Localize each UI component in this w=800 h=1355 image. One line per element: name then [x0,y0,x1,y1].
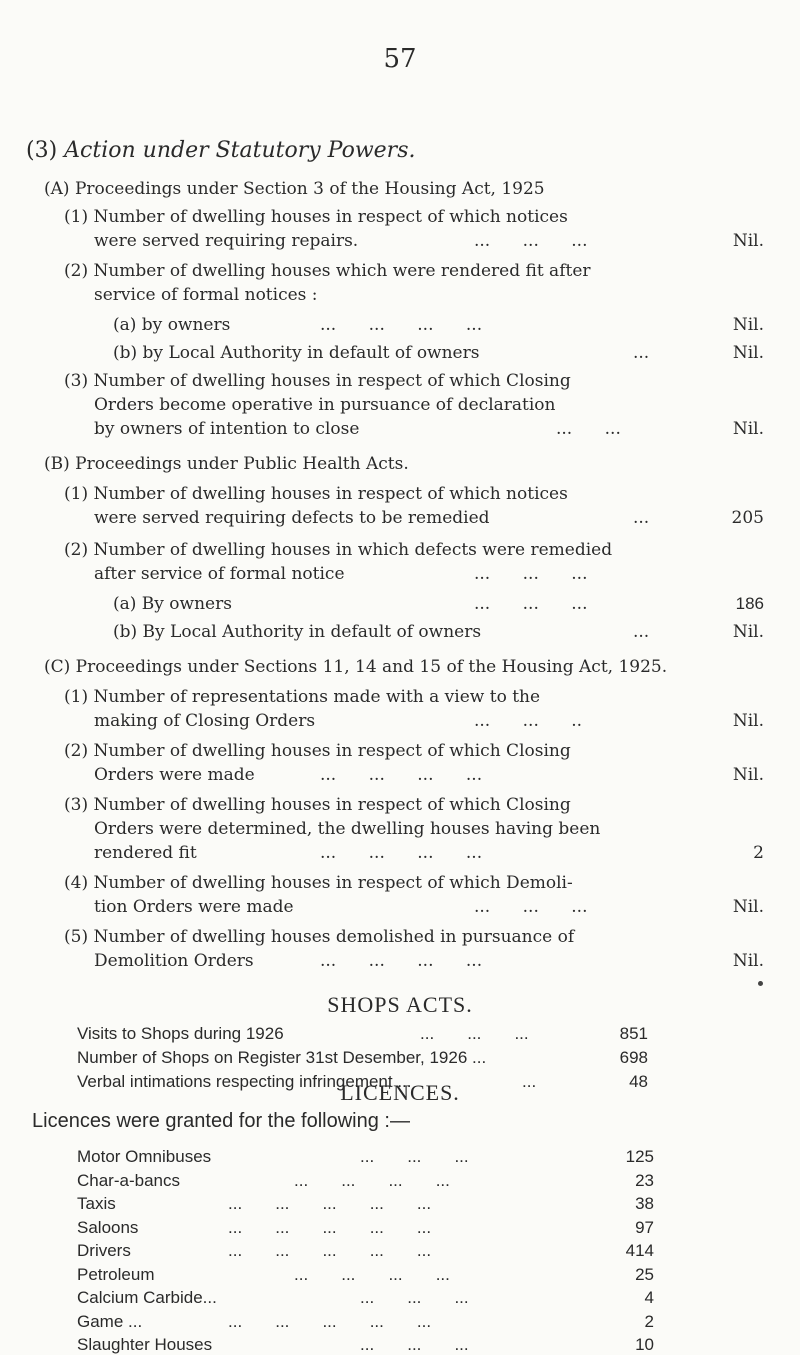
leader-dots: ... ... ... ... ... [228,1217,432,1237]
shops-value: 698 [619,1048,648,1067]
licence-row: Game ... [77,1311,143,1331]
c3-line3: rendered fit [94,843,197,863]
leader-dots: ... [633,622,650,642]
b2a-value: 186 [735,594,764,613]
leader-dots: ... ... ... ... ... [228,1311,432,1331]
leader-dots: ... [633,343,650,363]
c5-value: Nil. [732,951,764,971]
leader-dots: ... ... ... [474,564,588,584]
licence-value: 414 [625,1241,654,1260]
leader-dots: ... ... ... ... [294,1170,450,1190]
leader-dots: ... ... ... [420,1024,529,1043]
licences-heading: LICENCES. [340,1080,460,1105]
leader-dots: ... ... ... ... [320,315,483,335]
leader-dots: ... [522,1072,537,1091]
leader-dots: ... ... ... ... ... [228,1194,432,1213]
a3-line3: by owners of intention to close [94,419,360,439]
heading-c: (C) Proceedings under Sections 11, 14 and 15 of the Housing Act, 1925. [44,657,668,677]
leader-dots: ... ... ... ... [320,843,483,863]
licence-value: 23 [635,1170,654,1190]
c1-line1: (1) Number of representations made with a view to the [64,687,541,707]
heading-a: (A) Proceedings under Section 3 of the Housing Act, 1925 [44,179,545,199]
licence-row: Char-a-bancs [77,1170,180,1190]
c4-line1: (4) Number of dwelling houses in respect of which Demoli- [64,873,573,893]
b2b-value: Nil. [732,622,764,642]
shops-row: Visits to Shops during 1926 [77,1024,284,1043]
c1-line2: making of Closing Orders [94,711,316,731]
a2-line1: (2) Number of dwelling houses which were rendered fit after [64,261,591,281]
a1-line2: were served requiring repairs. [94,231,359,251]
licence-value: 125 [625,1147,654,1166]
a3-line1: (3) Number of dwelling houses in respect of which Closing [64,371,571,391]
c4-line2: tion Orders were made [94,897,294,917]
c3-value: 2 [753,843,764,863]
section-number: (3) [26,138,58,163]
licence-row: Petroleum [77,1264,155,1284]
b1-value: 205 [731,508,764,528]
licence-value: 97 [635,1217,654,1237]
section-title-text: Action under Statutory Powers. [64,138,416,163]
licence-value: 10 [635,1335,654,1354]
c4-value: Nil. [732,897,764,917]
licence-value: 2 [644,1311,654,1331]
c5-line2: Demolition Orders [94,951,254,971]
leader-dots: ... ... ... [360,1335,469,1354]
licence-row: Taxis [77,1194,116,1213]
a3-line2: Orders become operative in pursuance of declaration [94,395,556,415]
leader-dots: ... ... .. [474,711,583,731]
b2b-label: (b) By Local Authority in default of owners [113,622,482,642]
a2-line2: service of formal notices : [94,285,318,305]
licence-row: Slaughter Houses [77,1335,213,1354]
leader-dots: ... ... ... ... [294,1264,450,1284]
section-title [26,138,415,163]
licence-value: 38 [635,1194,654,1213]
c2-line1: (2) Number of dwelling houses in respect of which Closing [64,741,571,761]
licence-row: Saloons [77,1217,139,1237]
leader-dots: ... ... ... [360,1288,469,1307]
shops-row: Number of Shops on Register 31st Desember, 1926 ... [77,1048,487,1067]
a1-value: Nil. [732,231,764,251]
b1-line1: (1) Number of dwelling houses in respect of which notices [64,484,568,504]
leader-dots: ... ... ... ... [320,951,483,971]
c1-value: Nil. [732,711,764,731]
c3-line2: Orders were determined, the dwelling houses having been [94,819,601,839]
licence-row: Calcium Carbide... [77,1288,217,1307]
a2b-value: Nil. [732,343,764,363]
c3-line1: (3) Number of dwelling houses in respect of which Closing [64,795,571,815]
leader-dots: ... ... ... [474,897,588,917]
c2-value: Nil. [732,765,764,785]
shops-value: 851 [619,1024,648,1043]
licence-row: Motor Omnibuses [77,1147,212,1166]
b2a-label: (a) By owners [113,594,232,614]
licence-value: 25 [635,1264,654,1284]
shops-heading: SHOPS ACTS. [327,992,473,1017]
b1-line2: were served requiring defects to be remedied [94,508,490,528]
c5-line1: (5) Number of dwelling houses demolished in pursuance of [64,927,575,947]
b2-line1: (2) Number of dwelling houses in which defects were remedied [64,540,613,560]
leader-dots: ... ... ... ... [320,765,483,785]
b2-line2: after service of formal notice [94,564,345,584]
licences-intro: Licences were granted for the following :— [32,1110,410,1132]
shops-row: Verbal intimations respecting infringement ... [77,1072,412,1091]
leader-dots: ... ... ... ... ... [228,1241,432,1260]
heading-b: (B) Proceedings under Public Health Acts. [44,454,409,474]
licence-row: Drivers [77,1241,131,1260]
leader-dots: ... ... [556,419,621,439]
a2a-label: (a) by owners [113,315,231,335]
a3-value: Nil. [732,419,764,439]
c2-line2: Orders were made [94,765,255,785]
leader-dots: ... ... ... [474,594,588,614]
a2a-value: Nil. [732,315,764,335]
ink-dot [758,981,763,986]
a2b-label: (b) by Local Authority in default of owners [113,343,480,363]
a1-line1: (1) Number of dwelling houses in respect of which notices [64,207,568,227]
shops-value: 48 [629,1072,648,1091]
leader-dots: ... ... ... [474,231,588,251]
page-number: 57 [383,44,417,74]
leader-dots: ... [633,508,650,528]
leader-dots: ... ... ... [360,1147,469,1166]
licence-value: 4 [644,1288,654,1307]
